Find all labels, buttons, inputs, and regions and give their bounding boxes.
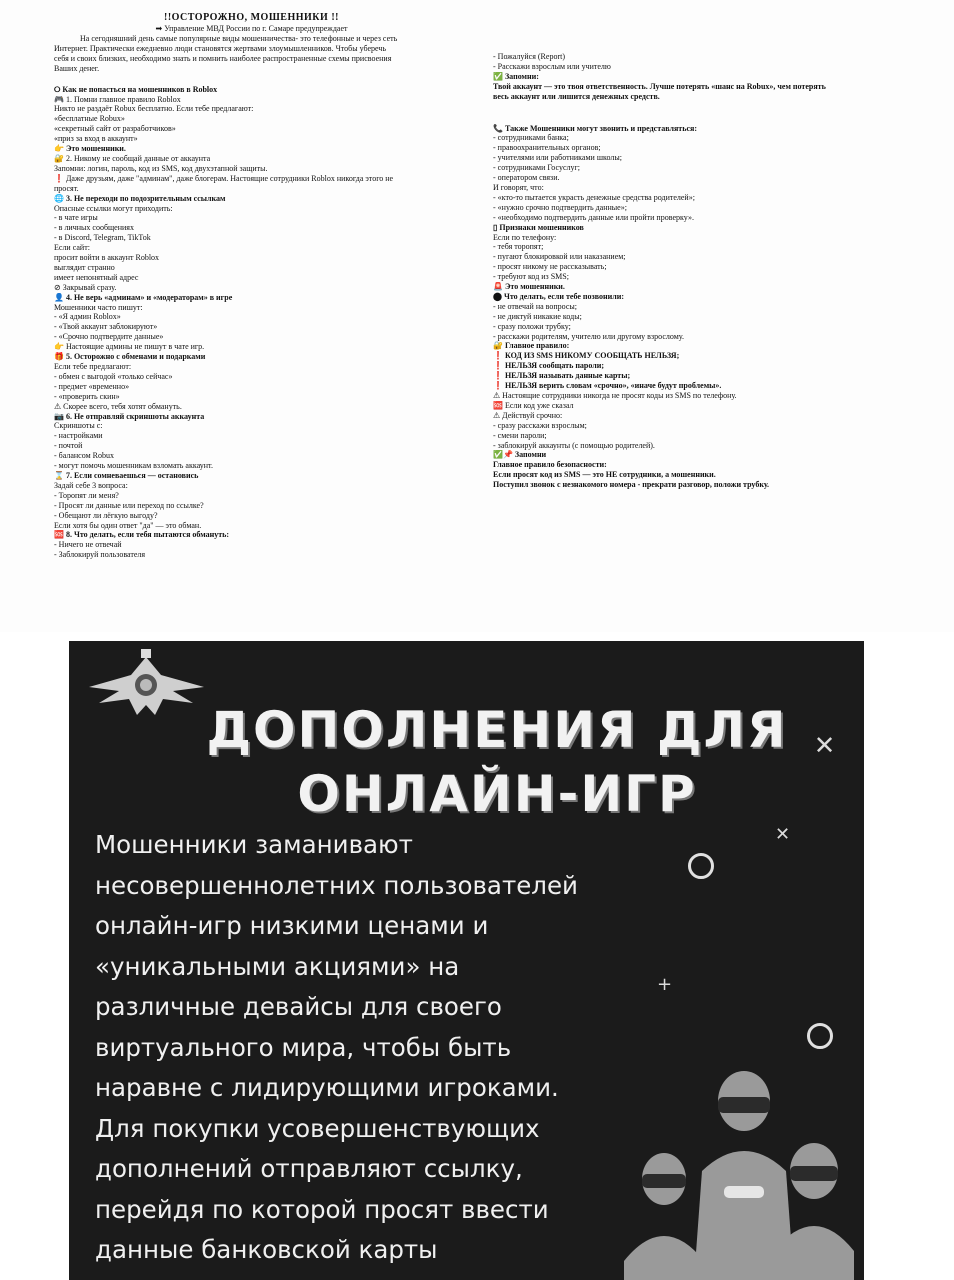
text-line: «бесплатные Robux» [54, 114, 125, 124]
poster-body-line: наравне с лидирующими игроками. [95, 1073, 559, 1102]
poster-body-text [95, 825, 675, 1271]
circle-decoration-icon [688, 853, 714, 879]
text-line: ⬤ Что делать, если тебе позвонили: [493, 291, 624, 301]
text-line: - не диктуй никакие коды; [493, 311, 582, 321]
text-line: Если по телефону: [493, 232, 557, 242]
intro-line: себя и своих близких, необходимо знать и помнить наиболее распространенные схемы присвоения [54, 53, 392, 63]
poster-body-line: Для покупки усовершенствующих [95, 1113, 540, 1143]
gamers-with-vr-illustration [614, 1061, 864, 1280]
text-line: - в личных сообщениях [54, 223, 134, 233]
text-line: - в чате игры [54, 213, 98, 223]
text-line: 🌐 3. Не переходи по подозрительным ссылкам [54, 193, 226, 203]
text-line: 👉 Настоящие админы не пишут в чате игр. [54, 342, 205, 352]
text-line: 🎮 1. Помни главное правило Roblox [54, 94, 181, 104]
text-line: - «Срочно подтвердите данные» [54, 332, 164, 342]
text-line: - пугают блокировкой или наказанием; [493, 252, 626, 262]
warning-poster [69, 641, 864, 1280]
text-line: - предмет «временно» [54, 381, 130, 391]
text-line: ❗ КОД ИЗ SMS НИКОМУ СООБЩАТЬ НЕЛЬЗЯ; [493, 351, 680, 361]
text-line: - «Я админ Roblox» [54, 312, 121, 322]
text-line: ✅📌 Запомни [493, 450, 547, 460]
text-line: просит войти в аккаунт Roblox [54, 253, 160, 263]
text-line: Поступил звонок с незнакомого номера - прекрати разговор, положи трубку. [493, 480, 770, 490]
circle-decoration-icon [807, 1023, 833, 1049]
text-line: 📞 Также Мошенники могут звонить и представляться: [493, 123, 697, 133]
text-line: ⭘ Как не попасться на мошенников в Roblox [54, 84, 218, 94]
text-line: Никто не раздаёт Robux бесплатно. Если тебе предлагают: [54, 104, 254, 114]
intro-line: На сегодняшний день самые популярные виды мошенничества- это телефонные и через сеть [80, 34, 398, 43]
text-line: ❗ НЕЛЬЗЯ верить словам «срочно», «иначе будут проблемы». [493, 381, 722, 391]
text-line: - «Твой аккаунт заблокируют» [54, 322, 158, 332]
text-line: Если просят код из SMS — это НЕ сотрудники, а мошенники. [493, 470, 716, 480]
text-line: ▯ Признаки мошенников [493, 222, 584, 232]
text-line: ⊘ Закрывай сразу. [54, 282, 117, 292]
cross-decoration-icon: ✕ [775, 824, 791, 845]
text-line: Если хотя бы один ответ "да" — это обман. [54, 520, 202, 530]
text-line: - Пожалуйся (Report) [493, 52, 565, 61]
text-line: Мошенники часто пишут: [54, 302, 143, 312]
text-line: - расскажи родителям, учителю или другому взрослому. [493, 331, 684, 341]
leaflet-document [0, 0, 954, 632]
left-column [54, 12, 449, 560]
spacer [54, 74, 449, 85]
text-line: - могут помочь мошенникам взломать аккаунт. [54, 461, 213, 471]
text-line: 🎁 5. Осторожно с обменами и подарками [54, 352, 206, 362]
text-line: 🆘 Если код уже сказал [493, 400, 574, 410]
text-line: - просят никому не рассказывать; [493, 262, 607, 272]
plus-decoration-icon: + [803, 723, 846, 766]
text-line: - Торопят ли меня? [54, 490, 119, 500]
text-line: - балансом Robux [54, 451, 114, 461]
leaflet-subtitle: ➡ Управление МВД России по г. Самаре предупреждает [155, 24, 348, 33]
text-line: - сразу положи трубку; [493, 321, 571, 331]
text-line: 👤 4. Не верь «админам» и «модераторам» в игре [54, 292, 233, 302]
text-line: ⚠ Скорее всего, тебя хотят обмануть. [54, 401, 182, 411]
intro-paragraph [54, 34, 449, 74]
poster-body-line: данные банковской карты [95, 1235, 438, 1264]
text-line: Задай себе 3 вопроса: [54, 480, 128, 490]
poster-body-line: дополнений отправляют ссылку, [95, 1154, 523, 1183]
text-line: - Расскажи взрослым или учителю [493, 61, 611, 71]
text-line: выглядит странно [54, 262, 115, 272]
text-line: Опасные ссылки могут приходить: [54, 203, 173, 213]
text-line: ⌛ 7. Если сомневаешься — остановись [54, 470, 199, 480]
text-line: - сотрудниками Госуслуг; [493, 163, 580, 173]
roblox-safety-list [54, 85, 449, 561]
poster-body-line: различные девайсы для своего [95, 992, 502, 1021]
poster-title [167, 698, 827, 826]
text-line: - учителями или работниками школы; [493, 153, 622, 163]
text-line: - сразу расскажи взрослым; [493, 420, 587, 430]
poster-body-line: онлайн-игр низкими ценами и [95, 911, 489, 940]
leaflet-title: !!ОСТОРОЖНО, МОШЕННИКИ !! [163, 12, 339, 23]
text-line: - Заблокируй пользователя [54, 550, 146, 560]
text-line: - «проверить скин» [54, 391, 120, 401]
text-line: - заблокируй аккаунты (с помощью родителей). [493, 440, 655, 450]
poster-body-line: виртуального мира, чтобы быть [95, 1032, 512, 1062]
text-line: 👉 Это мошенники. [54, 144, 126, 154]
text-line: - Ничего не отвечай [54, 540, 122, 550]
text-line: «секретный сайт от разработчиков» [54, 124, 176, 134]
text-line: Если сайт: [54, 243, 90, 253]
intro-line: Интернет. Практически ежедневно люди становятся жертвами злоумышленников. Чтобы уберечь [54, 43, 387, 53]
text-line: Запомни: логин, пароль, код из SMS, код двухэтапной защиты. [54, 163, 268, 173]
text-line: 🔐 2. Никому не сообщай данные от аккаунта [54, 153, 211, 163]
poster-title-line-2: ОНЛАЙН-ИГР [297, 765, 697, 823]
intro-line: Ваших денег. [54, 63, 100, 73]
text-line: ❗ НЕЛЬЗЯ называть данные карты; [493, 371, 631, 381]
plus-decoration-icon: + [657, 974, 673, 995]
phone-scam-list [493, 52, 933, 490]
text-line: Скриншоты с: [54, 421, 103, 431]
poster-body-line: Мошенники заманивают [95, 830, 413, 859]
poster-title-line-1: ДОПОЛНЕНИЯ ДЛЯ [206, 701, 788, 759]
text-line: - Просят ли данные или переход по ссылке? [54, 500, 204, 510]
poster-body-line: перейдя по которой просят ввести [95, 1194, 549, 1224]
text-line: ✅ Запомни: [493, 71, 539, 81]
text-line: - обмен с выгодой «только сейчас» [54, 371, 173, 381]
text-line: - правоохранительных органов; [493, 143, 601, 153]
text-line: ❗ Даже друзьям, даже "админам", даже блогерам. Настоящие сотрудники Roblox никогда этого не [54, 173, 394, 183]
text-line: Твой аккаунт — это твоя ответственность. Лучше потерять «шанс на Robux», чем потерять [493, 81, 826, 91]
text-line: 🆘 8. Что делать, если тебя пытаются обмануть: [54, 530, 230, 540]
text-line: - сотрудниками банка; [493, 133, 569, 143]
poster-body-line: несовершеннолетних пользователей [95, 870, 578, 900]
text-line: - тебя торопят; [493, 242, 544, 252]
text-line: - настройками [54, 431, 103, 441]
text-line: - в Discord, Telegram, TikTok [54, 233, 151, 243]
text-line: - почтой [54, 441, 83, 451]
text-line: - оператором связи. [493, 173, 560, 183]
text-line: ❗ НЕЛЬЗЯ сообщать пароли; [493, 361, 605, 371]
spacer [493, 102, 933, 124]
poster-body-line: «уникальными акциями» на [95, 951, 460, 981]
text-line: 🔐 Главное правило: [493, 341, 570, 351]
text-line: 📷 6. Не отправляй скриншоты аккаунта [54, 411, 205, 421]
text-line: Если тебе предлагают: [54, 362, 132, 371]
text-line: И говорят, что: [493, 182, 544, 192]
text-line: весь аккаунт или лишится денежных средств. [493, 91, 660, 101]
text-line: - требуют код из SMS; [493, 272, 569, 282]
text-line: - «необходимо подтвердить данные или пройти проверку». [493, 212, 694, 222]
text-line: просят. [54, 183, 79, 193]
text-line: - Обещают ли лёгкую выгоду? [54, 510, 158, 520]
text-line: - «кто-то пытается украсть денежные средства родителей»; [493, 192, 695, 202]
text-line: ⚠ Действуй срочно: [493, 410, 563, 420]
text-line: - смени пароли; [493, 430, 547, 440]
text-line: ⚠ Настоящие сотрудники никогда не просят коды из SMS по телефону. [493, 391, 737, 400]
text-line: «приз за вход в аккаунт» [54, 134, 138, 144]
text-line: - «нужно срочно подтвердить данные»; [493, 202, 627, 212]
text-line: 🚨 Это мошенники. [493, 282, 565, 292]
text-line: Главное правило безопасности: [493, 460, 607, 470]
right-column [493, 52, 933, 490]
text-line: имеет непонятный адрес [54, 272, 139, 282]
text-line: - не отвечай на вопросы; [493, 301, 578, 311]
